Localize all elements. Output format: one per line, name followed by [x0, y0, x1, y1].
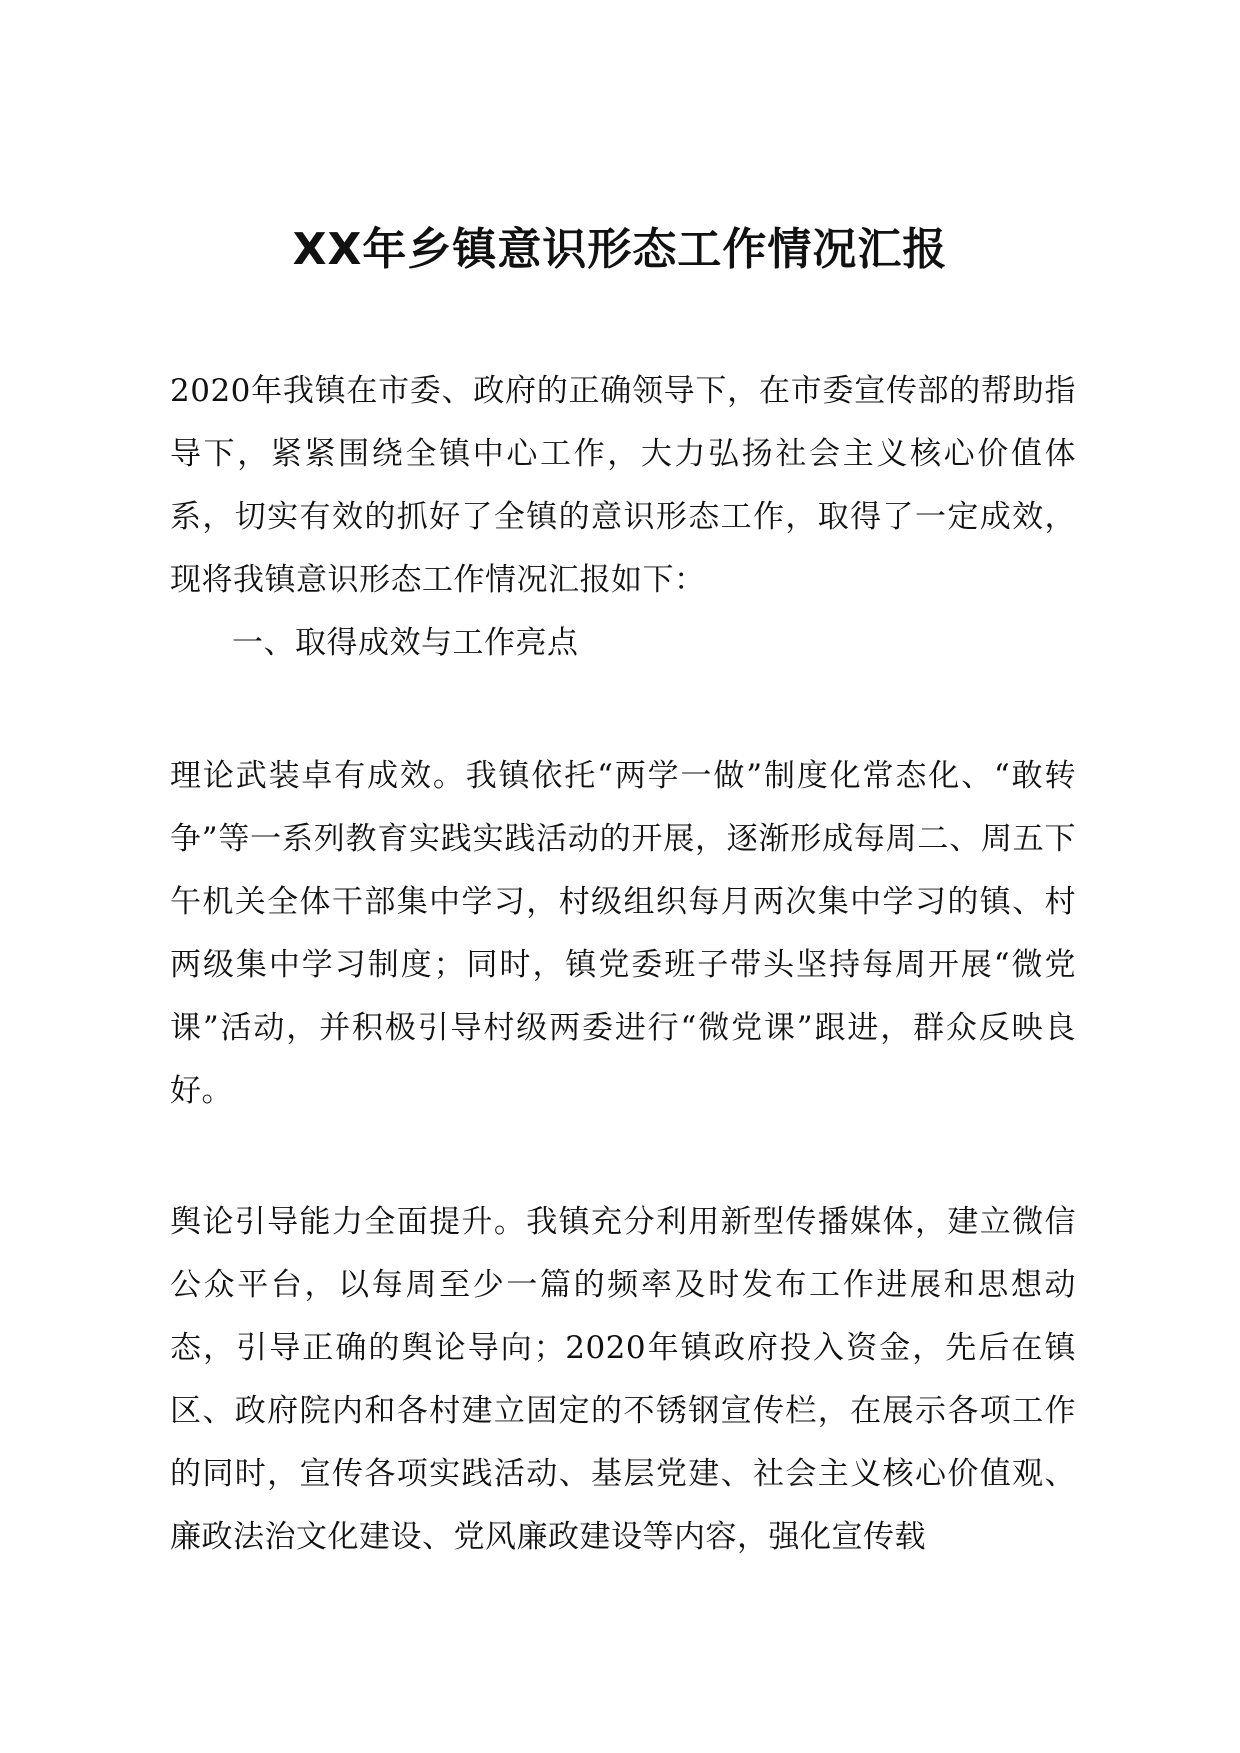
intro-paragraph: 2020年我镇在市委、政府的正确领导下，在市委宣传部的帮助指导下，紧紧围绕全镇中心工作，大力弘扬社会主义核心价值体系，切实有效的抓好了全镇的意识形态工作，取得了一定成效，现将我镇意识形态工作情况汇报如下：	[170, 373, 1076, 598]
paragraph-public-opinion: 舆论引导能力全面提升。我镇充分利用新型传播媒体，建立微信公众平台，以每周至少一篇的频率及时发布工作进展和思想动态，引导正确的舆论导向；2020年镇政府投入资金，先后在镇区、政府院内和各村建立固定的不锈钢宣传栏，在展示各项工作的同时，宣传各项实践活动、基层党建、社会主义核心价值观、廉政法治文化建设、党风廉政建设等内容，强化宣传载	[170, 1204, 1076, 1555]
section-heading: 一、取得成效与工作亮点	[232, 625, 579, 661]
document-body	[170, 360, 1076, 1569]
paragraph-theory: 理论武装卓有成效。我镇依托“两学一做”制度化常态化、“敢转争”等一系列教育实践实践活动的开展，逐渐形成每周二、周五下午机关全体干部集中学习，村级组织每月两次集中学习的镇、村两级集中学习制度；同时，镇党委班子带头坚持每周开展“微党课”活动，并积极引导村级两委进行“微党课”跟进，群众反映良好。	[170, 758, 1076, 1109]
document-title: XX年乡镇意识形态工作情况汇报	[292, 224, 948, 275]
paragraph-spacer	[170, 675, 1076, 745]
paragraph-spacer	[170, 1123, 1076, 1191]
